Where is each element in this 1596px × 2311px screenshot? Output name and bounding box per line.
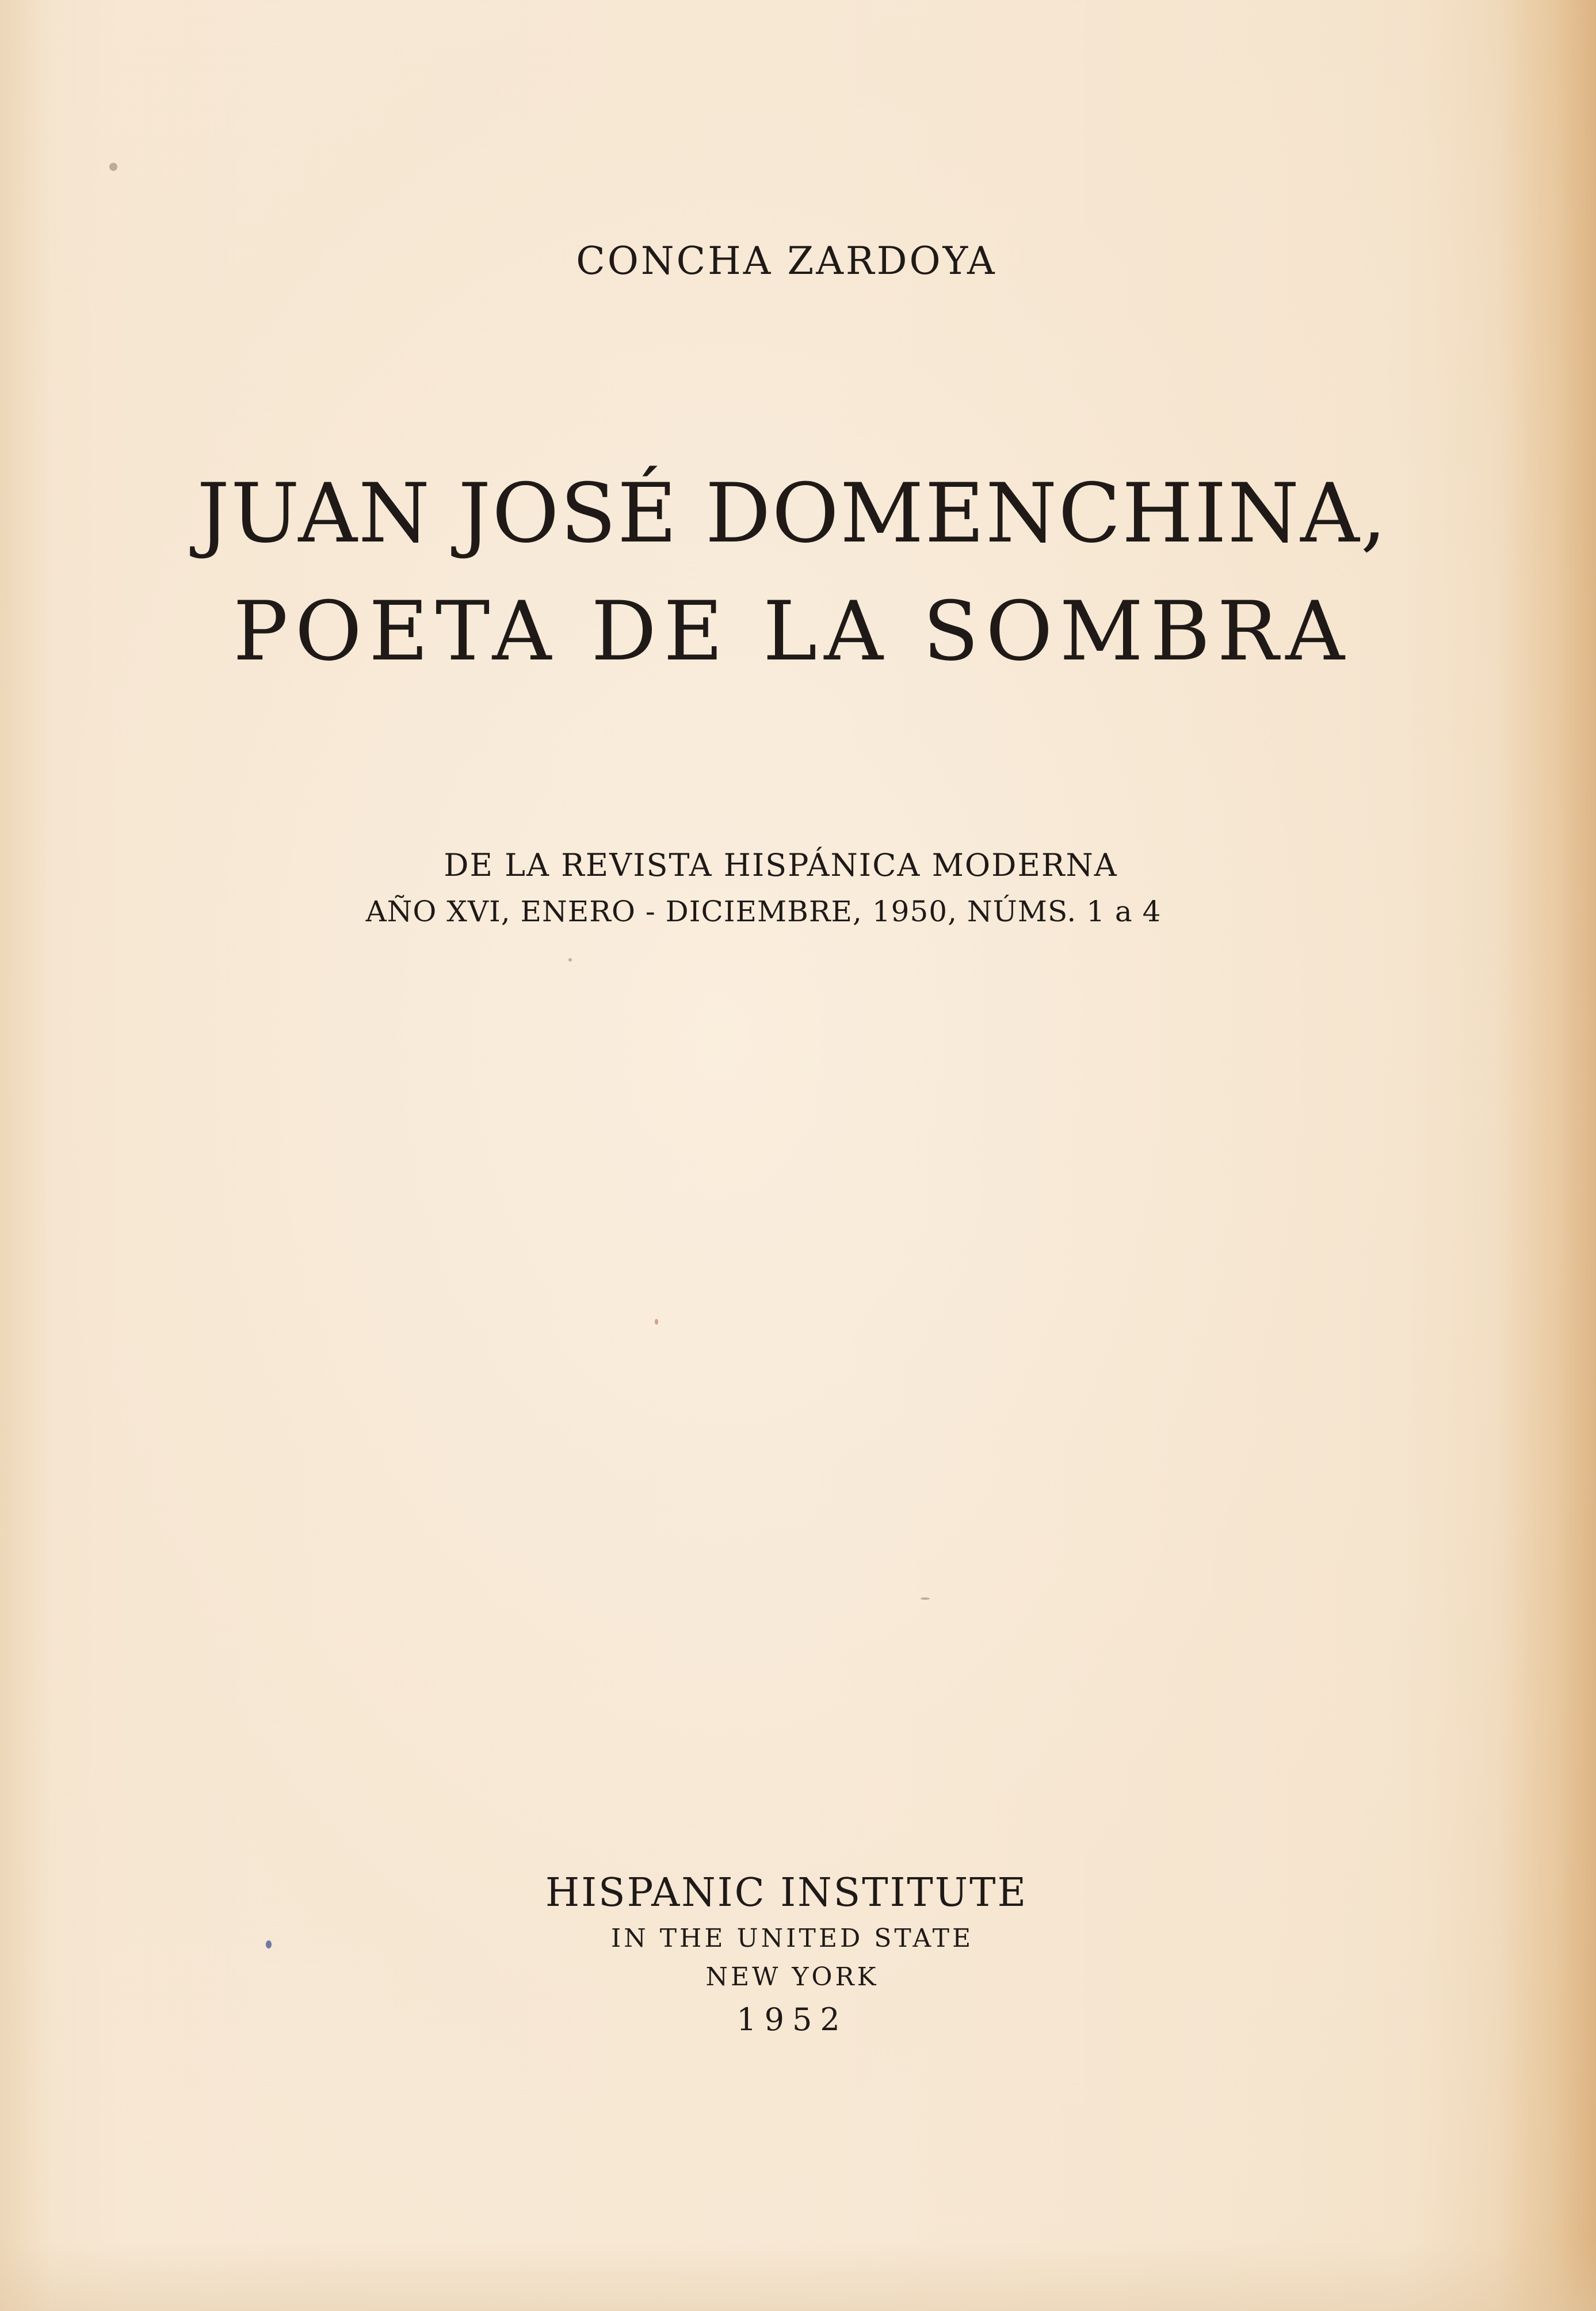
source-journal: DE LA REVISTA HISPÁNICA MODERNA	[444, 847, 1118, 883]
paper-speck	[921, 1597, 930, 1600]
title-line-2: POETA DE LA SOMBRA	[233, 584, 1351, 679]
paper-speck	[655, 1319, 658, 1325]
paper-edge-bottom	[0, 2242, 1596, 2311]
paper-speck	[568, 958, 572, 962]
publisher-city: NEW YORK	[705, 1962, 879, 1992]
title-line-1: JUAN JOSÉ DOMENCHINA,	[197, 466, 1388, 561]
paper-speck	[109, 163, 117, 171]
publication-year: 1952	[736, 2001, 848, 2038]
source-issue: AÑO XVI, ENERO - DICIEMBRE, 1950, NÚMS. 1 a 4	[365, 895, 1162, 928]
publisher-country: IN THE UNITED STATE	[610, 1924, 974, 1953]
author-name: CONCHA ZARDOYA	[576, 239, 997, 283]
publisher-name: HISPANIC INSTITUTE	[545, 1870, 1028, 1916]
